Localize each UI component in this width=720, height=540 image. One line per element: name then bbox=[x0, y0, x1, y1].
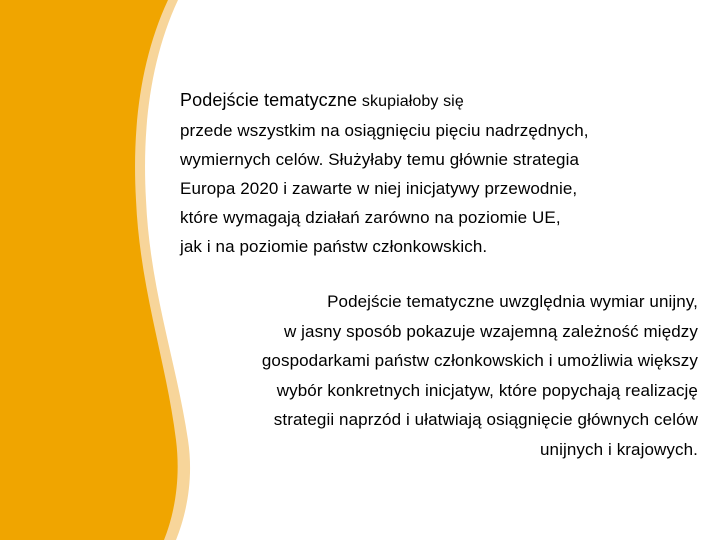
paragraph1-line: przede wszystkim na osiągnięciu pięciu nadrzędnych, bbox=[180, 121, 589, 140]
paragraph2-first-line bbox=[158, 287, 698, 317]
paragraph1-line: Europa 2020 i zawarte w niej inicjatywy przewodnie, bbox=[180, 179, 578, 198]
paragraph1-line: jak i na poziomie państw członkowskich. bbox=[180, 237, 488, 256]
paragraph2-lead-term: Podejście tematyczne bbox=[327, 292, 495, 311]
paragraph2-line: w jasny sposób pokazuje wzajemną zależność między bbox=[283, 321, 698, 341]
paragraph2-line: unijnych i krajowych. bbox=[540, 439, 698, 459]
paragraph2-line: gospodarkami państw członkowskich i umożliwia większy bbox=[261, 351, 698, 370]
paragraph-thematic-approach-union bbox=[158, 287, 698, 464]
paragraph1-line: wymiernych celów. Służyłaby temu głównie strategia bbox=[180, 150, 580, 169]
paragraph1-lead-rest: skupiałoby się bbox=[361, 93, 464, 110]
paragraph2-lead-rest: uwzględnia wymiar unijny, bbox=[494, 292, 698, 311]
paragraph2-line: strategii naprzód i ułatwiają osiągnięcie głównych celów bbox=[273, 410, 698, 429]
paragraph1-line: które wymagają działań zarówno na poziomie UE, bbox=[180, 208, 561, 227]
paragraph1-first-line bbox=[180, 86, 660, 116]
paragraph-thematic-approach-focus bbox=[180, 86, 660, 261]
paragraph1-lead-term: Podejście tematyczne bbox=[180, 90, 358, 110]
paragraph2-line: wybór konkretnych inicjatyw, które popychają realizację bbox=[276, 380, 698, 400]
